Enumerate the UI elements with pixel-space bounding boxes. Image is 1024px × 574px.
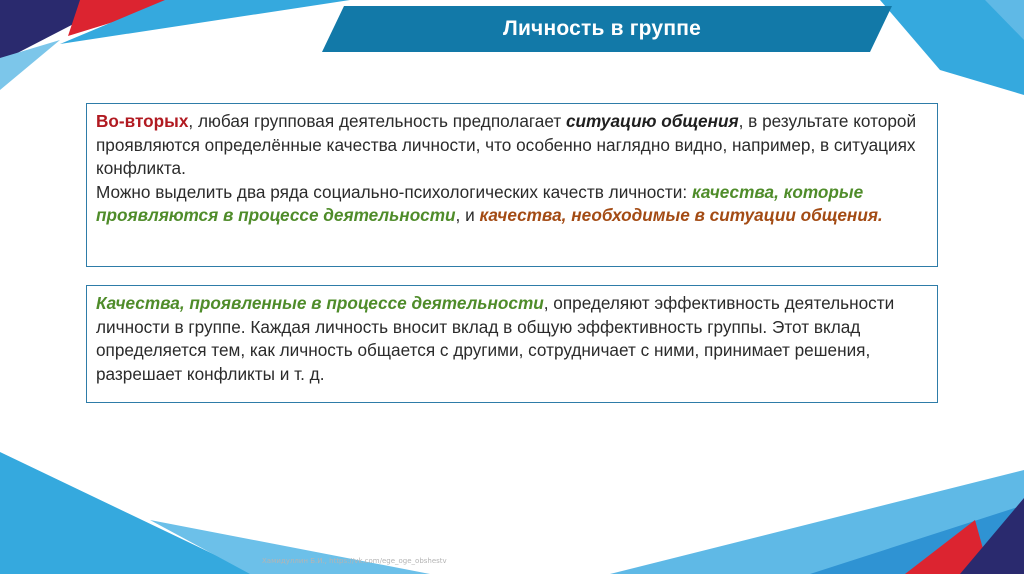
text-segment: , и [455, 205, 480, 225]
text-segment: , в результате которой проявляются определённые качества личности, что особенно наглядно видно, например, в ситуациях конфликта. [96, 111, 917, 178]
keyword-communication-qualities: качества, необходимые в ситуации общения. [479, 205, 883, 225]
page-title: Личность в группе [503, 17, 701, 40]
keyword-activity-qualities: качества, которые проявляются в процессе деятельности [96, 181, 864, 225]
text-segment: Можно выделить два ряда социально-психологических качеств личности: [96, 181, 692, 202]
keyword-secondly: Во-вторых [96, 111, 189, 131]
paragraph-first [96, 110, 927, 181]
text-segment: , любая групповая деятельность предполагает [188, 111, 566, 131]
keyword-manifested-qualities: Качества, проявленные в процессе деятельности [96, 293, 544, 313]
text-segment: , определяют эффективность деятельности личности в группе. Каждая личность вносит вклад в общую эффективность группы. Этот вклад определяется тем, как личность общается с другими, сотрудничает с ними, принимает решения, разрешает конфликты и т. д. [96, 293, 895, 384]
footer-credit: Хамидуллин Б.И., https://vk.com/ege_oge_obshestv [262, 557, 447, 565]
keyword-communication-situation: ситуацию общения [565, 111, 739, 131]
content-box-second [86, 285, 938, 403]
paragraph-third [96, 292, 927, 386]
content-box-first [86, 103, 938, 267]
paragraph-second [96, 181, 927, 228]
